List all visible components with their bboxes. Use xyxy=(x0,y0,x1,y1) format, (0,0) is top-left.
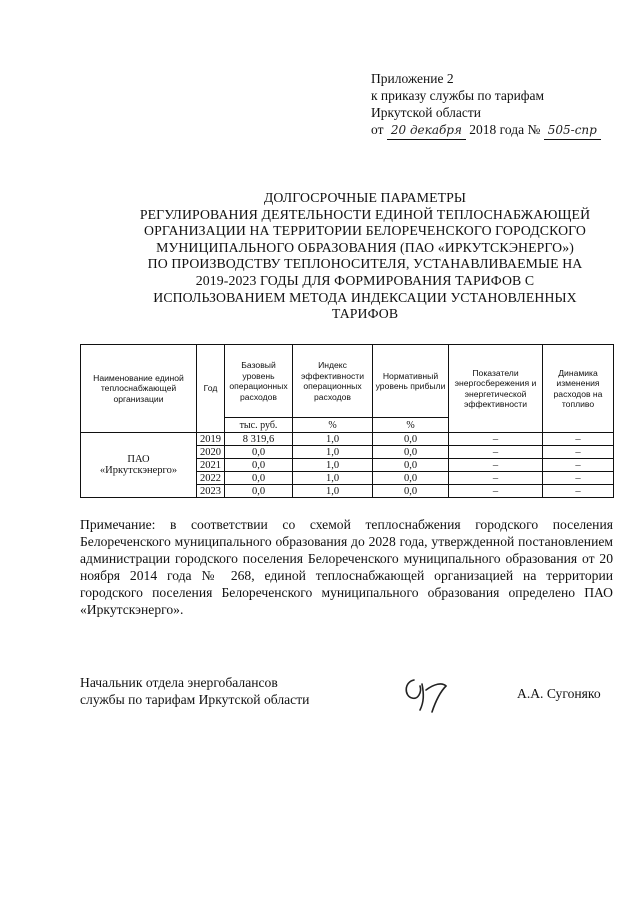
signer-name: А.А. Сугоняко xyxy=(517,686,601,701)
document-title xyxy=(95,190,635,323)
appendix-date-line xyxy=(371,121,601,140)
from-label: от xyxy=(371,122,384,137)
title-line: ДОЛГОСРОЧНЫЕ ПАРАМЕТРЫ xyxy=(263,190,467,205)
cell-base: 8 319,6 xyxy=(225,433,293,446)
position-line-1: Начальник отдела энергобалансов xyxy=(80,675,278,690)
unit-profit: % xyxy=(373,418,449,433)
cell-index: 1,0 xyxy=(293,433,373,446)
cell-energy: – xyxy=(449,472,543,485)
cell-profit: 0,0 xyxy=(373,433,449,446)
title-line: МУНИЦИПАЛЬНОГО ОБРАЗОВАНИЯ (ПАО «ИРКУТСКЭНЕРГО») xyxy=(156,239,574,255)
cell-base: 0,0 xyxy=(225,446,293,459)
title-line: 2019-2023 ГОДЫ ДЛЯ ФОРМИРОВАНИЯ ТАРИФОВ С xyxy=(195,272,535,288)
cell-year: 2019 xyxy=(197,433,225,446)
org-name-cell xyxy=(81,433,197,498)
cell-dynamics: – xyxy=(543,472,614,485)
cell-dynamics: – xyxy=(543,459,614,472)
position-line-2: службы по тарифам Иркутской области xyxy=(80,692,310,707)
appendix-line-1: Приложение 2 xyxy=(371,71,454,86)
cell-base: 0,0 xyxy=(225,472,293,485)
title-line: РЕГУЛИРОВАНИЯ ДЕЯТЕЛЬНОСТИ ЕДИНОЙ ТЕПЛОСНАБЖАЮЩЕЙ xyxy=(139,206,591,222)
header-fuel-dynamics: Динамика изменения расходов на топливо xyxy=(543,345,614,433)
table-row xyxy=(81,433,614,446)
cell-energy: – xyxy=(449,433,543,446)
header-profit-level: Нормативный уровень прибыли xyxy=(373,345,449,418)
table-header-row xyxy=(81,345,614,418)
unit-index: % xyxy=(293,418,373,433)
appendix-line-3: Иркутской области xyxy=(371,105,482,120)
parameters-table xyxy=(80,344,614,498)
org-name-line-2: «Иркутскэнерго» xyxy=(99,465,178,476)
handwritten-order-number: 505-спр xyxy=(544,122,601,140)
appendix-block xyxy=(371,70,601,140)
cell-year: 2023 xyxy=(197,485,225,498)
title-line: ТАРИФОВ xyxy=(331,306,399,322)
cell-energy: – xyxy=(449,485,543,498)
cell-dynamics: – xyxy=(543,433,614,446)
cell-index: 1,0 xyxy=(293,485,373,498)
cell-profit: 0,0 xyxy=(373,446,449,459)
unit-base: тыс. руб. xyxy=(225,418,293,433)
cell-profit: 0,0 xyxy=(373,472,449,485)
handwritten-date: 20 декабря xyxy=(387,122,466,140)
org-name-line-1: ПАО xyxy=(127,454,150,465)
cell-profit: 0,0 xyxy=(373,485,449,498)
header-energy-saving: Показатели энергосбережения и энергетической эффективности xyxy=(449,345,543,433)
header-efficiency-index: Индекс эффективности операционных расходов xyxy=(293,345,373,418)
cell-dynamics: – xyxy=(543,446,614,459)
cell-profit: 0,0 xyxy=(373,459,449,472)
cell-dynamics: – xyxy=(543,485,614,498)
title-line: ИСПОЛЬЗОВАНИЕМ МЕТОДА ИНДЕКСАЦИИ УСТАНОВЛЕННЫХ xyxy=(153,289,577,305)
header-base-costs: Базовый уровень операционных расходов xyxy=(225,345,293,418)
cell-index: 1,0 xyxy=(293,446,373,459)
cell-year: 2020 xyxy=(197,446,225,459)
note-paragraph: Примечание: в соответствии со схемой теплоснабжения городского поселения Белореченского муниципального образования до 2028 года, утвержденной постановлением администрации городского поселения Белореченского муниципального образования от 20 ноября 2014 года № 268, единой теплоснабжающей организацией на территории городского поселения Белореченского муниципального образования определено ПАО «Иркутскэнерго». xyxy=(80,517,613,617)
cell-base: 0,0 xyxy=(225,485,293,498)
cell-index: 1,0 xyxy=(293,472,373,485)
cell-energy: – xyxy=(449,446,543,459)
appendix-line-2: к приказу службы по тарифам xyxy=(371,88,545,103)
header-year: Год xyxy=(197,345,225,433)
cell-year: 2022 xyxy=(197,472,225,485)
cell-year: 2021 xyxy=(197,459,225,472)
cell-index: 1,0 xyxy=(293,459,373,472)
cell-base: 0,0 xyxy=(225,459,293,472)
title-line: ОРГАНИЗАЦИИ НА ТЕРРИТОРИИ БЕЛОРЕЧЕНСКОГО ГОРОДСКОГО xyxy=(144,223,586,239)
header-org: Наименование единой теплоснабжающей организации xyxy=(81,345,197,433)
signature-icon xyxy=(400,670,450,721)
year-text: 2018 года № xyxy=(469,122,541,137)
title-line: ПО ПРОИЗВОДСТВУ ТЕПЛОНОСИТЕЛЯ, УСТАНАВЛИВАЕМЫЕ НА xyxy=(147,256,583,272)
signature-icon-svg xyxy=(400,670,450,716)
cell-energy: – xyxy=(449,459,543,472)
footer-position xyxy=(80,674,309,708)
